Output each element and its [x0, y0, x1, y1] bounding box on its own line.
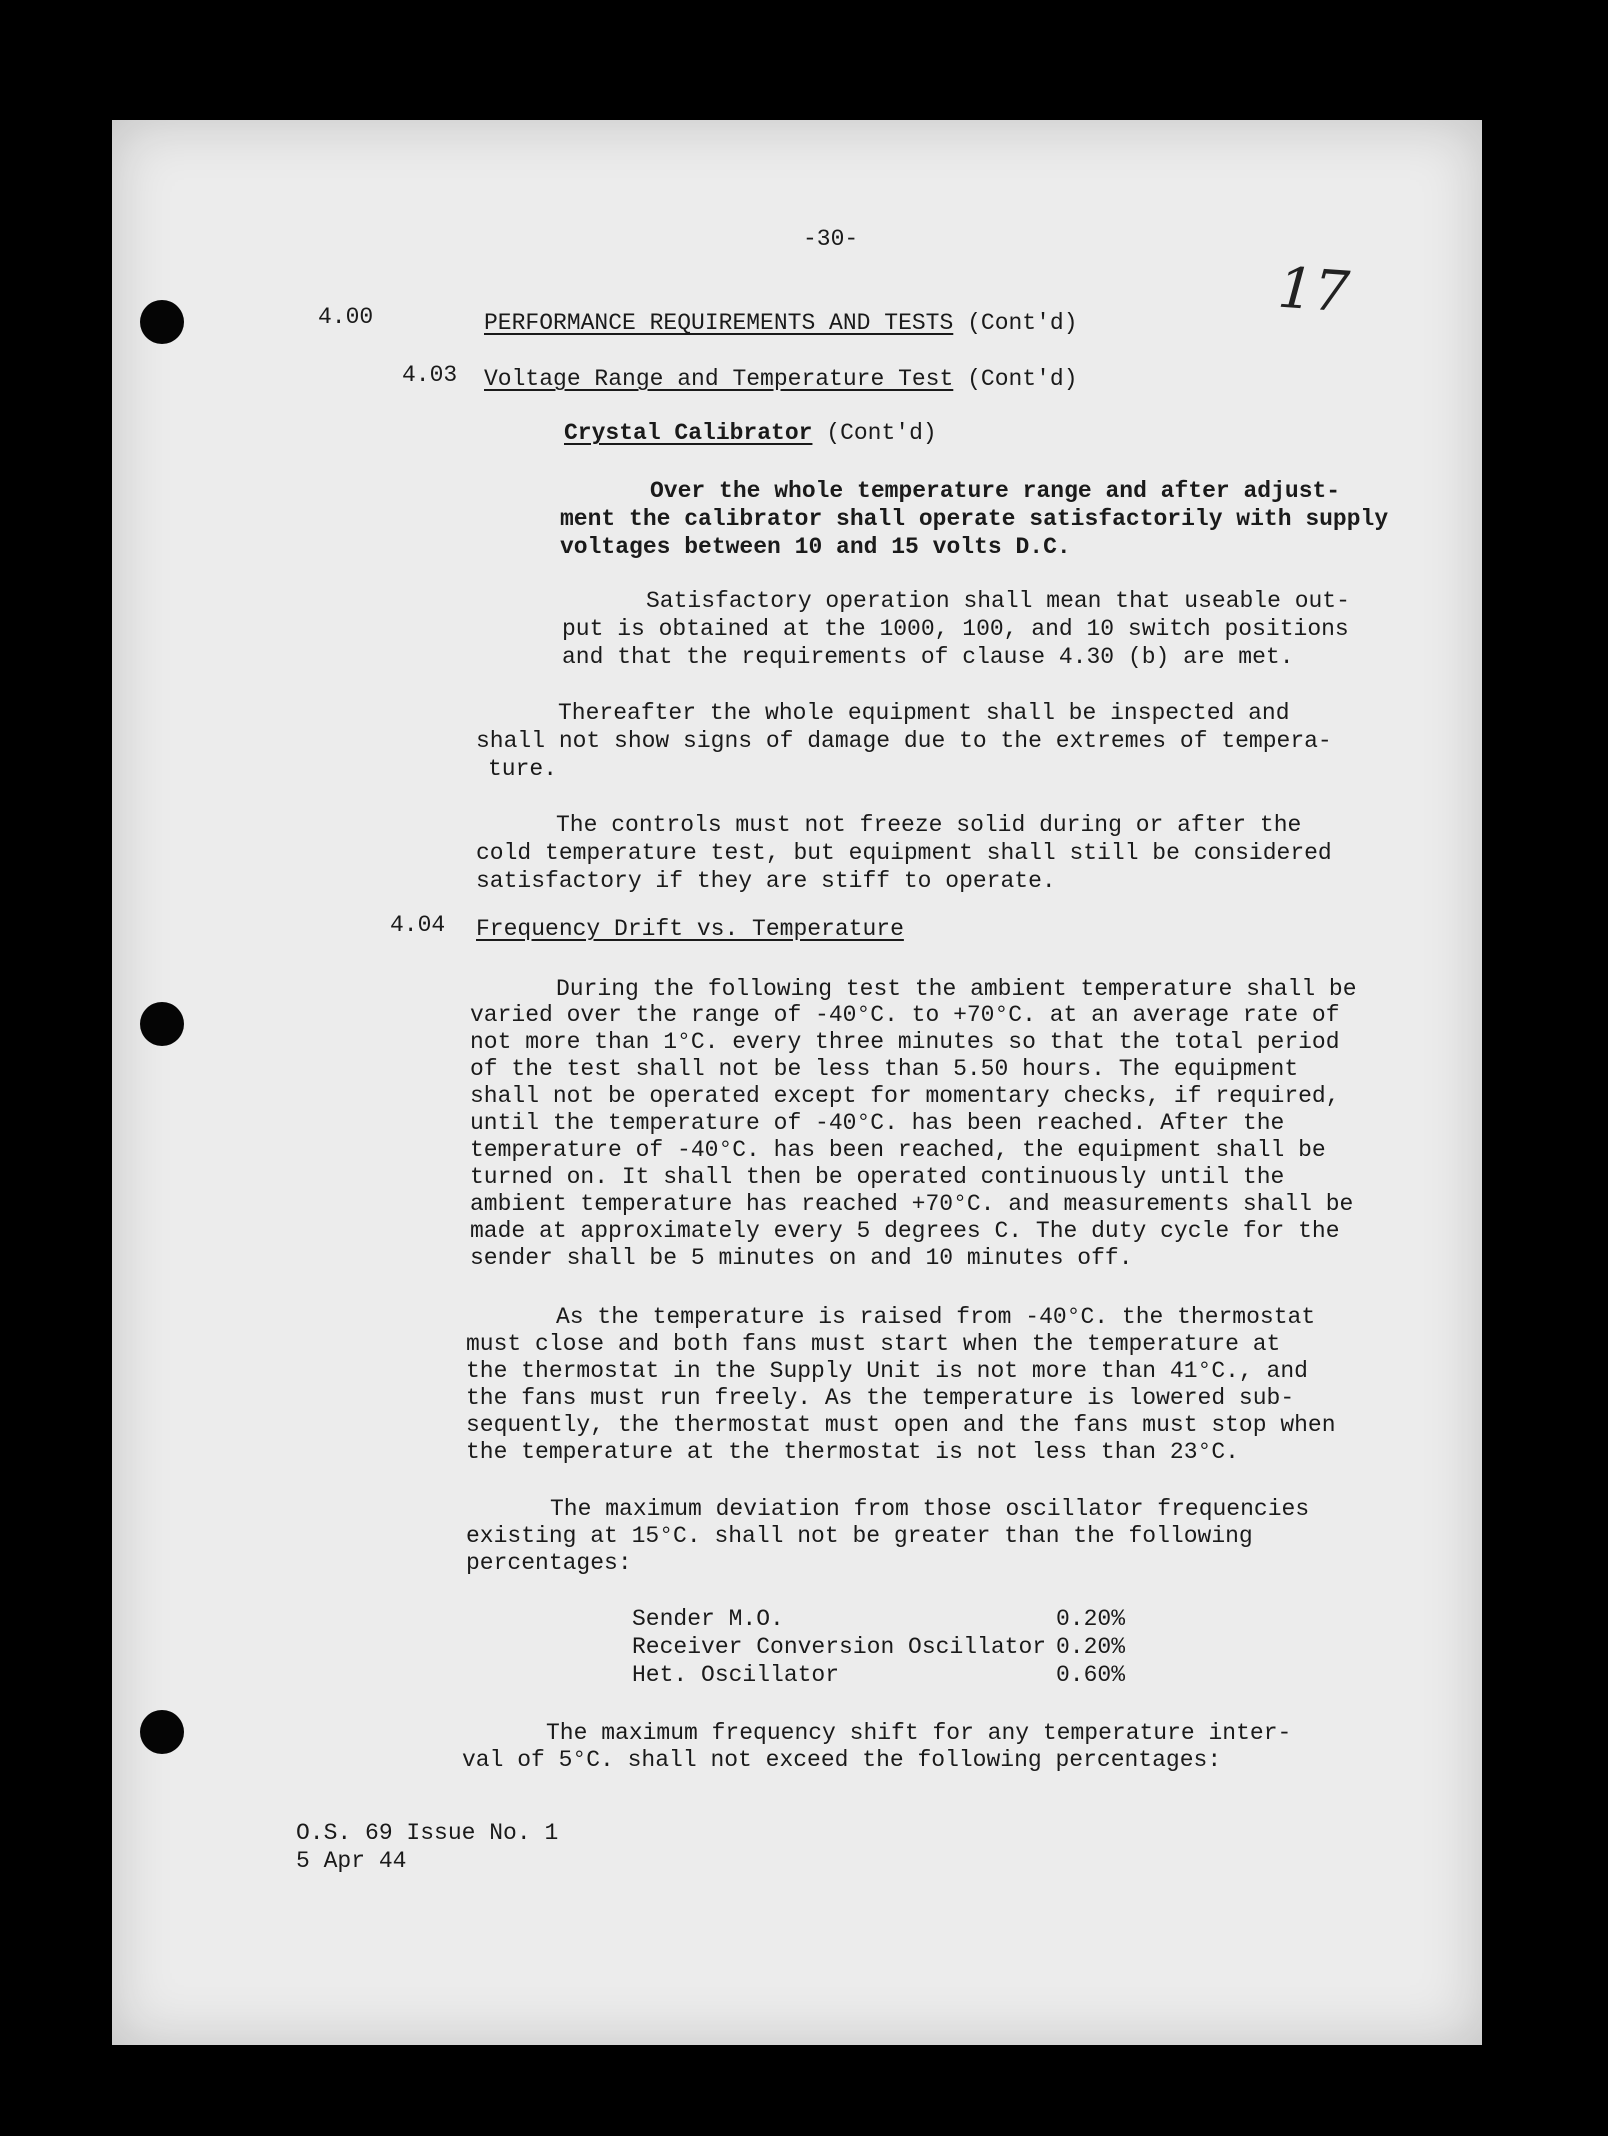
punch-hole — [140, 1002, 184, 1046]
table-row-label: Het. Oscillator — [632, 1662, 840, 1688]
section-heading — [484, 312, 1078, 335]
crystal-suffix: (Cont'd) — [826, 420, 937, 446]
paragraph-line: ment the calibrator shall operate satisfactorily with supply — [560, 506, 1389, 532]
table-row-label: Sender M.O. — [632, 1606, 784, 1632]
paragraph-line: percentages: — [466, 1550, 632, 1576]
subsection-suffix: (Cont'd) — [967, 366, 1078, 392]
paragraph-line: put is obtained at the 1000, 100, and 10 switch positions — [562, 616, 1349, 642]
paragraph-line: Over the whole temperature range and after adjust- — [650, 478, 1341, 504]
section-number: 4.00 — [318, 304, 374, 330]
section-suffix: (Cont'd) — [967, 310, 1078, 336]
subsection-number: 4.03 — [402, 362, 458, 388]
paragraph-line: the thermostat in the Supply Unit is not more than 41°C., and — [466, 1358, 1308, 1384]
paragraph-line: the fans must run freely. As the temperature is lowered sub- — [466, 1385, 1295, 1411]
table-row-value: 0.60% — [1056, 1662, 1126, 1688]
paragraph-line: Satisfactory operation shall mean that useable out- — [646, 588, 1350, 614]
paragraph-line: The controls must not freeze solid during or after the — [556, 812, 1302, 838]
paragraph-line: val of 5°C. shall not exceed the following percentages: — [462, 1747, 1222, 1773]
paragraph-line: not more than 1°C. every three minutes so that the total period — [470, 1029, 1340, 1055]
paragraph-line: existing at 15°C. shall not be greater than the following — [466, 1523, 1253, 1549]
punch-hole — [140, 1710, 184, 1754]
paragraph-line: shall not show signs of damage due to the extremes of tempera- — [476, 728, 1332, 754]
table-row-value: 0.20% — [1056, 1606, 1126, 1632]
subsection-heading — [484, 368, 1078, 391]
paragraph-line: The maximum deviation from those oscillator frequencies — [550, 1496, 1310, 1522]
paragraph-line: made at approximately every 5 degrees C. The duty cycle for the — [470, 1218, 1340, 1244]
subsection-title: Voltage Range and Temperature Test — [484, 366, 954, 392]
paragraph-line: Thereafter the whole equipment shall be inspected and — [558, 700, 1290, 726]
paragraph-line: temperature of -40°C. has been reached, the equipment shall be — [470, 1137, 1326, 1163]
paragraph-line: the temperature at the thermostat is not less than 23°C. — [466, 1439, 1239, 1465]
paragraph-line: The maximum frequency shift for any temperature inter- — [546, 1720, 1292, 1746]
paragraph-line: sequently, the thermostat must open and the fans must stop when — [466, 1412, 1336, 1438]
table-row-value: 0.20% — [1056, 1634, 1126, 1660]
table-row-label: Receiver Conversion Oscillator — [632, 1634, 1047, 1660]
punch-hole — [140, 300, 184, 344]
subsection-heading — [476, 918, 904, 941]
paragraph-line: voltages between 10 and 15 volts D.C. — [560, 534, 1071, 560]
paragraph-line: must close and both fans must start when the temperature at — [466, 1331, 1281, 1357]
handwritten-page-mark: 17 — [1275, 255, 1352, 326]
paragraph-line: turned on. It shall then be operated continuously until the — [470, 1164, 1285, 1190]
subsection-title: Frequency Drift vs. Temperature — [476, 916, 904, 942]
crystal-title: Crystal Calibrator — [564, 420, 813, 446]
paragraph-line: cold temperature test, but equipment shall still be considered — [476, 840, 1332, 866]
paragraph-line: shall not be operated except for momentary checks, if required, — [470, 1083, 1340, 1109]
subsection-number: 4.04 — [390, 912, 446, 938]
paragraph-line: of the test shall not be less than 5.50 hours. The equipment — [470, 1056, 1299, 1082]
paragraph-line: ambient temperature has reached +70°C. and measurements shall be — [470, 1191, 1354, 1217]
page-number: -30- — [803, 226, 859, 252]
paragraph-line: As the temperature is raised from -40°C. the thermostat — [556, 1304, 1316, 1330]
paragraph-line: sender shall be 5 minutes on and 10 minutes off. — [470, 1245, 1133, 1271]
paragraph-line: until the temperature of -40°C. has been reached. After the — [470, 1110, 1285, 1136]
section-title: PERFORMANCE REQUIREMENTS AND TESTS — [484, 310, 954, 336]
footer-issue: O.S. 69 Issue No. 1 — [296, 1820, 559, 1846]
footer-date: 5 Apr 44 — [296, 1848, 407, 1874]
crystal-heading — [564, 422, 937, 445]
paragraph-line: and that the requirements of clause 4.30 (b) are met. — [562, 644, 1294, 670]
paragraph-line: varied over the range of -40°C. to +70°C. at an average rate of — [470, 1002, 1340, 1028]
paragraph-line: During the following test the ambient temperature shall be — [556, 976, 1357, 1002]
paragraph-line: satisfactory if they are stiff to operate. — [476, 868, 1056, 894]
paragraph-line: ture. — [488, 756, 558, 782]
